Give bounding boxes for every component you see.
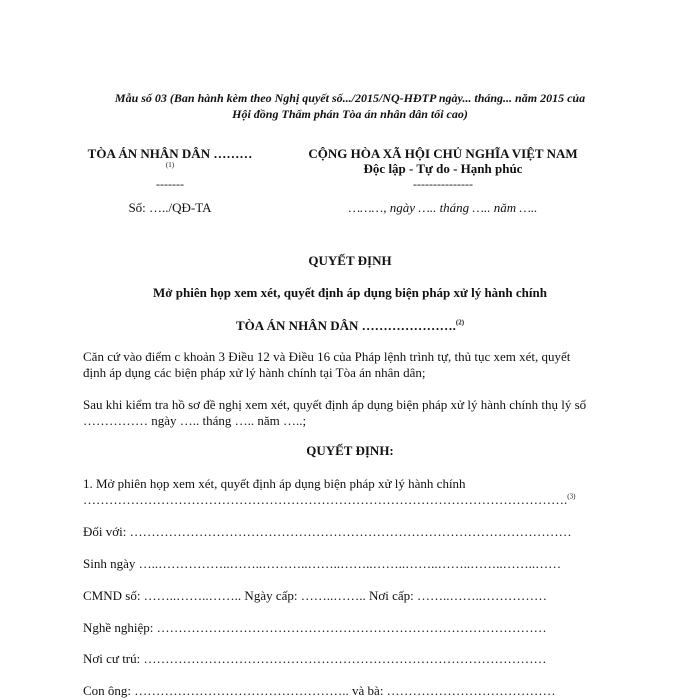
court-footnote-marker: (1) [165, 161, 175, 169]
item1-fill-line: …………………………………………………………………………………………………. [83, 492, 568, 507]
field-nghe-nghiep: Nghề nghiệp: ……………………………………………………………………………… [83, 620, 547, 635]
field-con-ong: Con ông: ………………………………………….. và bà: ………………………………… [83, 683, 556, 698]
field-sinh-ngay: Sinh ngày …..……………..……..………..……..……..……..……..……..……..……..…… [83, 556, 562, 571]
issuing-court: TÒA ÁN NHÂN DÂN …………………. [235, 318, 456, 333]
document-subtitle: Mở phiên họp xem xét, quyết định áp dụng biện pháp xử lý hành chính [153, 285, 547, 300]
right-separator: --------------- [413, 177, 473, 191]
item1-footnote-marker: (3) [567, 492, 576, 501]
court-name: TÒA ÁN NHÂN DÂN ……… [87, 146, 253, 161]
nation-name: CỘNG HÒA XÃ HỘI CHỦ NGHĨA VIỆT NAM [308, 146, 578, 161]
review-paragraph-line2: …………… ngày ….. tháng ….. năm …..; [83, 413, 307, 428]
place-date: ………, ngày ….. tháng ….. năm ….. [348, 200, 538, 215]
field-noi-cu-tru: Nơi cư trú: ………………………………………………………………………………… [83, 651, 547, 666]
review-paragraph-line1: Sau khi kiểm tra hồ sơ đề nghị xem xét, quyết định áp dụng biện pháp xử lý hành chính thụ lý số [83, 397, 587, 412]
document-title: QUYẾT ĐỊNH [308, 253, 392, 268]
field-doi-voi: Đối với: ………………………………………………………………………………………… [83, 524, 572, 539]
issuing-court-line [0, 318, 700, 334]
decision-heading: QUYẾT ĐỊNH: [306, 443, 394, 458]
national-motto: Độc lập - Tự do - Hạnh phúc [363, 161, 523, 176]
decision-number: Số: …../QĐ-TA [128, 200, 212, 215]
left-separator: ------- [156, 177, 184, 191]
field-cmnd: CMND số: ……..……..…….. Ngày cấp: ……..…….. Nơi cấp: ……..……..…………… [83, 588, 548, 603]
template-note-line1: Mẫu số 03 (Ban hành kèm theo Nghị quyết số.../2015/NQ-HĐTP ngày... tháng... năm 2015 của [114, 91, 586, 105]
basis-paragraph-line1: Căn cứ vào điểm c khoản 3 Điều 12 và Điều 16 của Pháp lệnh trình tự, thủ tục xem xét, quyết [83, 349, 571, 364]
basis-paragraph-line2: định áp dụng các biện pháp xử lý hành chính tại Tòa án nhân dân; [83, 365, 426, 380]
item1-line2 [83, 492, 575, 508]
item1-line1: 1. Mở phiên họp xem xét, quyết định áp dụng biện pháp xử lý hành chính [83, 476, 466, 491]
template-note-line2: Hội đồng Thẩm phán Tòa án nhân dân tối cao) [232, 107, 468, 121]
issuing-court-footnote-marker: (2) [455, 318, 465, 327]
